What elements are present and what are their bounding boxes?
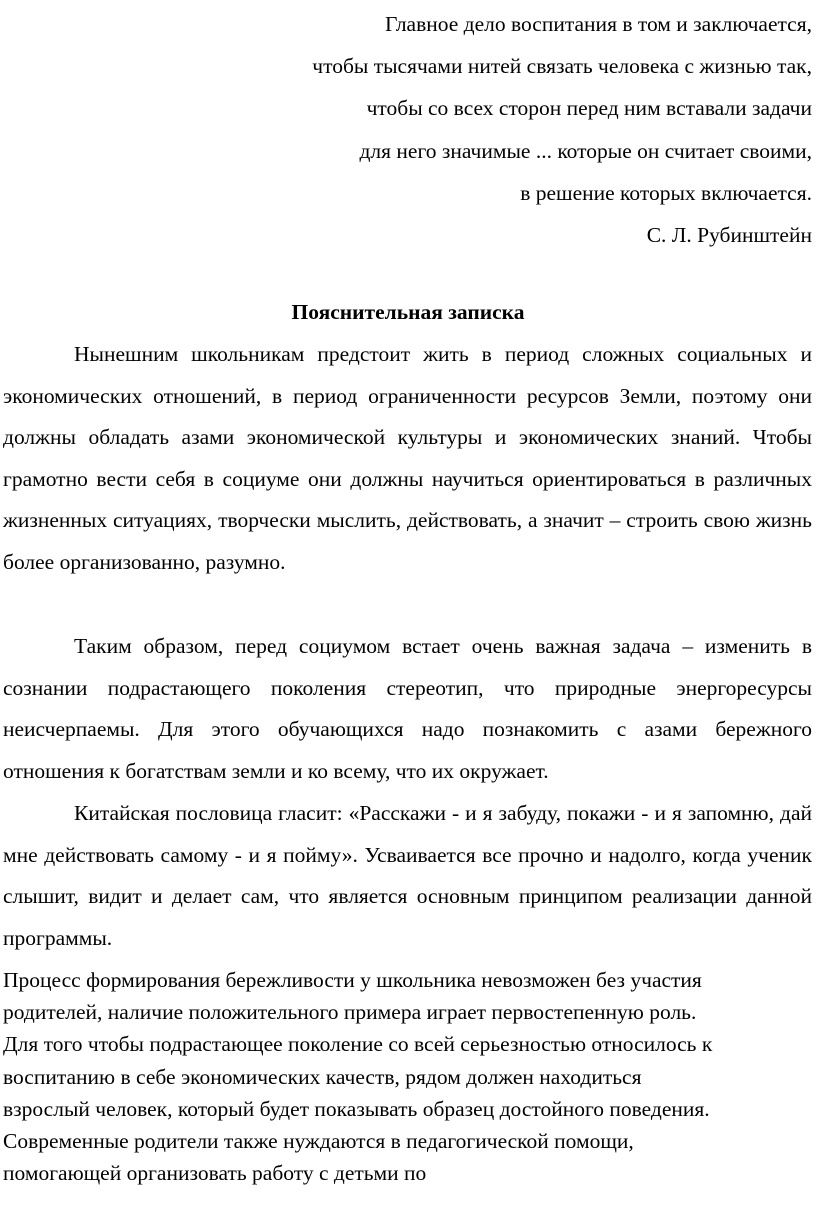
paragraph-line: Для того чтобы подрастающее поколение со всей серьезностью относилось к [3,1032,713,1057]
paragraph-line: Современные родители также нуждаются в педагогической помощи, [3,1129,634,1154]
paragraph-4 [3,964,815,1189]
epigraph [312,3,812,256]
paragraph-line: Процесс формирования бережливости у школьника невозможен без участия [3,968,702,992]
paragraph-2 [3,626,812,792]
paragraph-1 [3,334,812,583]
epigraph-line: Главное дело воспитания в том и заключается, [385,12,812,36]
epigraph-author: С. Л. Рубинштейн [646,223,812,248]
paragraph-line: взрослый человек, который будет показывать образец достойного поведения. [3,1096,710,1121]
paragraph-text: Нынешним школьникам предстоит жить в период сложных социальных и экономических отношений, в период ограниченности ресурсов Земли, поэтому они должны обладать азами экономической культуры и экономических знаний. Чтобы грамотно вести себя в социуме они должны научиться ориентироваться в различных жизненных ситуациях, творчески мыслить, действовать, а значит – строить свою жизнь более организованно, разумно. [3,342,812,574]
section-heading: Пояснительная записка [291,300,525,324]
epigraph-line: чтобы со всех сторон перед ним вставали задачи [366,96,812,121]
epigraph-line: чтобы тысячами нитей связать человека с жизнью так, [312,54,812,79]
paragraph-line: родителей, наличие положительного примера играет первостепенную роль. [3,1000,697,1025]
paragraph-text: Таким образом, перед социумом встает очень важная задача – изменить в сознании подрастающего поколения стереотип, что природные энергоресурсы неисчерпаемы. Для этого обучающихся надо познакомить с азами бережного отношения к богатствам земли и ко всему, что их окружает. [3,634,812,783]
epigraph-line: для него значимые ... которые он считает своими, [359,138,812,163]
paragraph-line: воспитанию в себе экономических качеств, рядом должен находиться [3,1064,642,1089]
epigraph-line: в решение которых включается. [520,180,812,205]
paragraph-line: помогающей организовать работу с детьми по [3,1161,427,1186]
paragraph-text: Китайская пословица гласит: «Расскажи - и я забуду, покажи - и я запомню, дай мне действовать самому - и я пойму». Усваивается все прочно и надолго, когда ученик слышит, видит и делает сам, что является основным принципом реализации данной программы. [3,801,812,950]
paragraph-3 [3,793,812,959]
